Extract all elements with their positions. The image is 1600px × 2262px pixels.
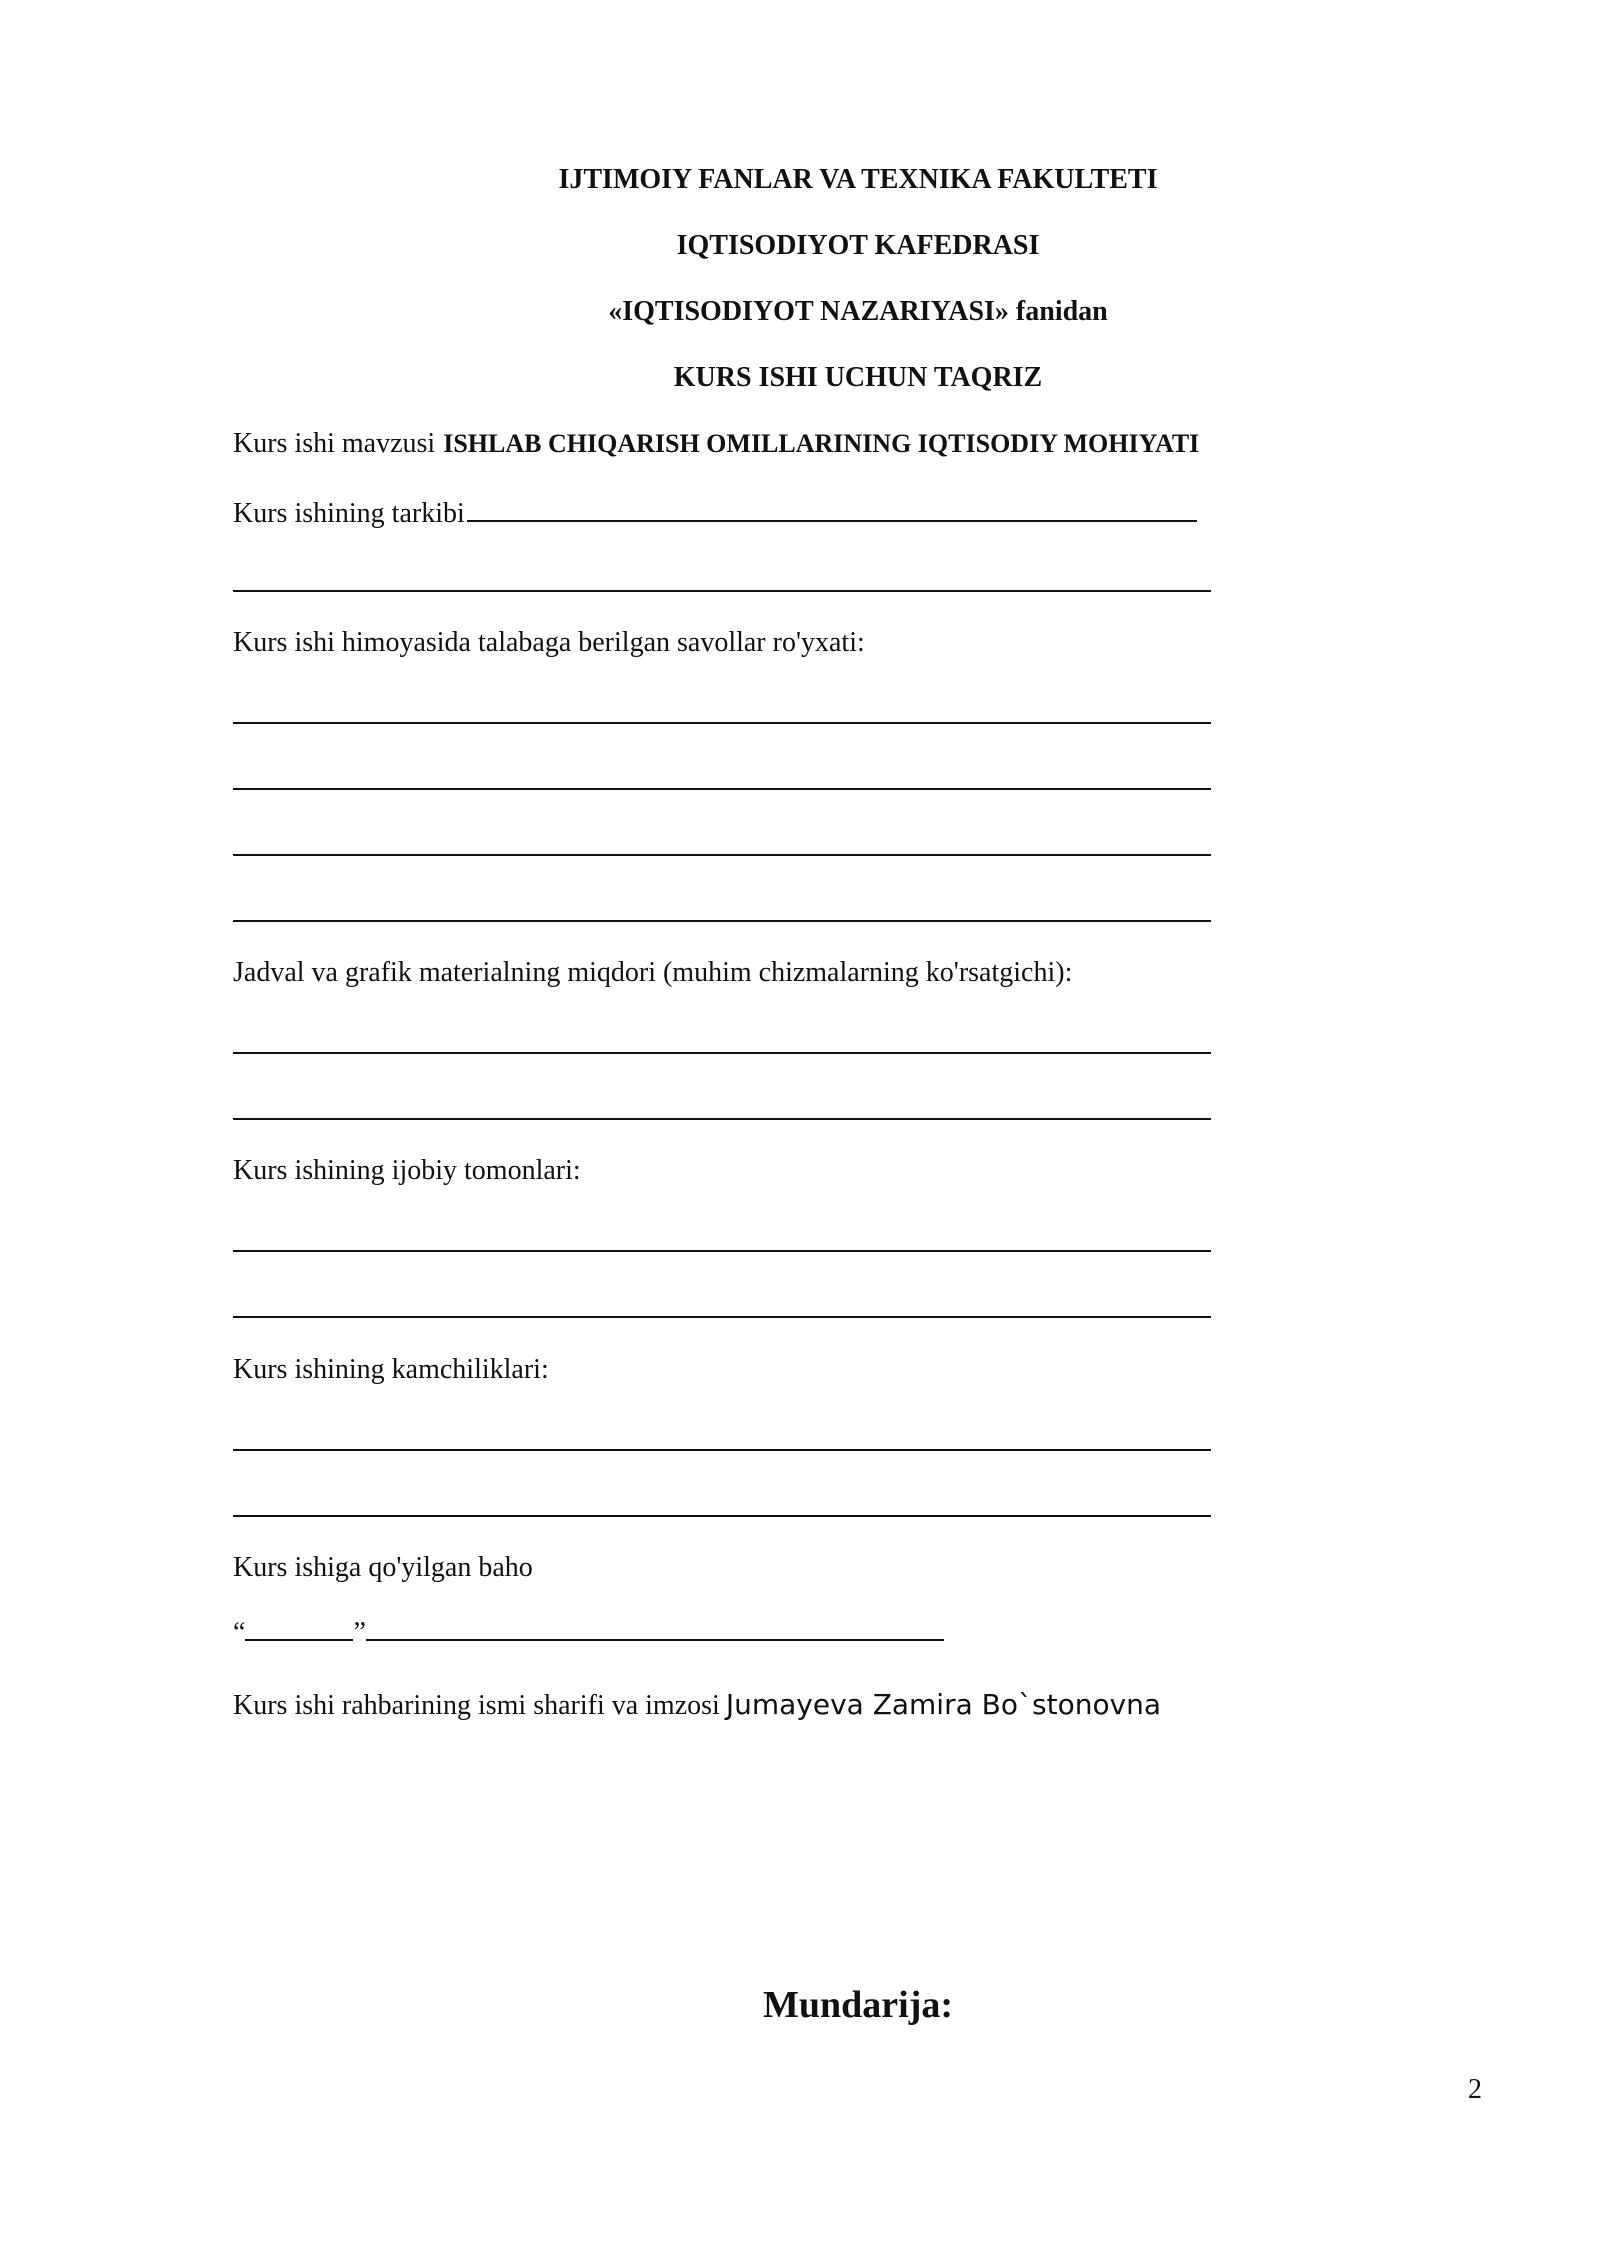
grade-blank[interactable] bbox=[245, 1615, 353, 1641]
supervisor-row bbox=[233, 1688, 1161, 1723]
grade-label: Kurs ishiga qo'yilgan baho bbox=[233, 1552, 533, 1583]
toc-title: Mundarija: bbox=[763, 1984, 953, 2026]
positives-label: Kurs ishining ijobiy tomonlari: bbox=[233, 1155, 581, 1186]
supervisor-label: Kurs ishi rahbarining ismi sharifi va imzosi bbox=[233, 1690, 720, 1721]
positives-blank-line-1[interactable] bbox=[233, 1250, 1211, 1252]
grade-words-blank[interactable] bbox=[366, 1615, 944, 1641]
page-number: 2 bbox=[1468, 2074, 1482, 2105]
grade-row bbox=[233, 1615, 944, 1650]
department-heading: IQTISODIYOT KAFEDRASI bbox=[676, 230, 1040, 261]
tables-label: Jadval va grafik materialning miqdori (muhim chizmalarning ko'rsatgichi): bbox=[233, 957, 1073, 988]
grade-open-quote: “ bbox=[233, 1617, 246, 1648]
shortcomings-blank-line-2[interactable] bbox=[233, 1515, 1211, 1517]
subject-heading: «IQTISODIYOT NAZARIYASI» fanidan bbox=[608, 296, 1108, 327]
structure-blank-line[interactable] bbox=[467, 494, 1197, 522]
topic-value: ISHLAB CHIQARISH OMILLARINING IQTISODIY MOHIYATI bbox=[443, 429, 1200, 458]
faculty-heading: IJTIMOIY FANLAR VA TEXNIKA FAKULTETI bbox=[558, 164, 1158, 195]
tables-blank-line-2[interactable] bbox=[233, 1118, 1211, 1120]
questions-blank-line-2[interactable] bbox=[233, 788, 1211, 790]
grade-close-quote: ” bbox=[353, 1617, 366, 1648]
supervisor-name: Jumayeva Zamira Bo`stonovna bbox=[725, 1688, 1162, 1721]
questions-blank-line-4[interactable] bbox=[233, 920, 1211, 922]
shortcomings-label: Kurs ishining kamchiliklari: bbox=[233, 1354, 549, 1385]
structure-label: Kurs ishining tarkibi bbox=[233, 498, 465, 529]
tables-blank-line-1[interactable] bbox=[233, 1052, 1211, 1054]
shortcomings-blank-line-1[interactable] bbox=[233, 1449, 1211, 1451]
topic-label: Kurs ishi mavzusi bbox=[233, 428, 436, 459]
positives-blank-line-2[interactable] bbox=[233, 1316, 1211, 1318]
questions-blank-line-1[interactable] bbox=[233, 722, 1211, 724]
questions-blank-line-3[interactable] bbox=[233, 854, 1211, 856]
questions-label: Kurs ishi himoyasida talabaga berilgan savollar ro'yxati: bbox=[233, 627, 865, 658]
structure-row bbox=[233, 494, 1197, 531]
structure-blank-line-2[interactable] bbox=[233, 590, 1211, 592]
document-title: KURS ISHI UCHUN TAQRIZ bbox=[673, 362, 1043, 393]
topic-row bbox=[233, 427, 1199, 461]
